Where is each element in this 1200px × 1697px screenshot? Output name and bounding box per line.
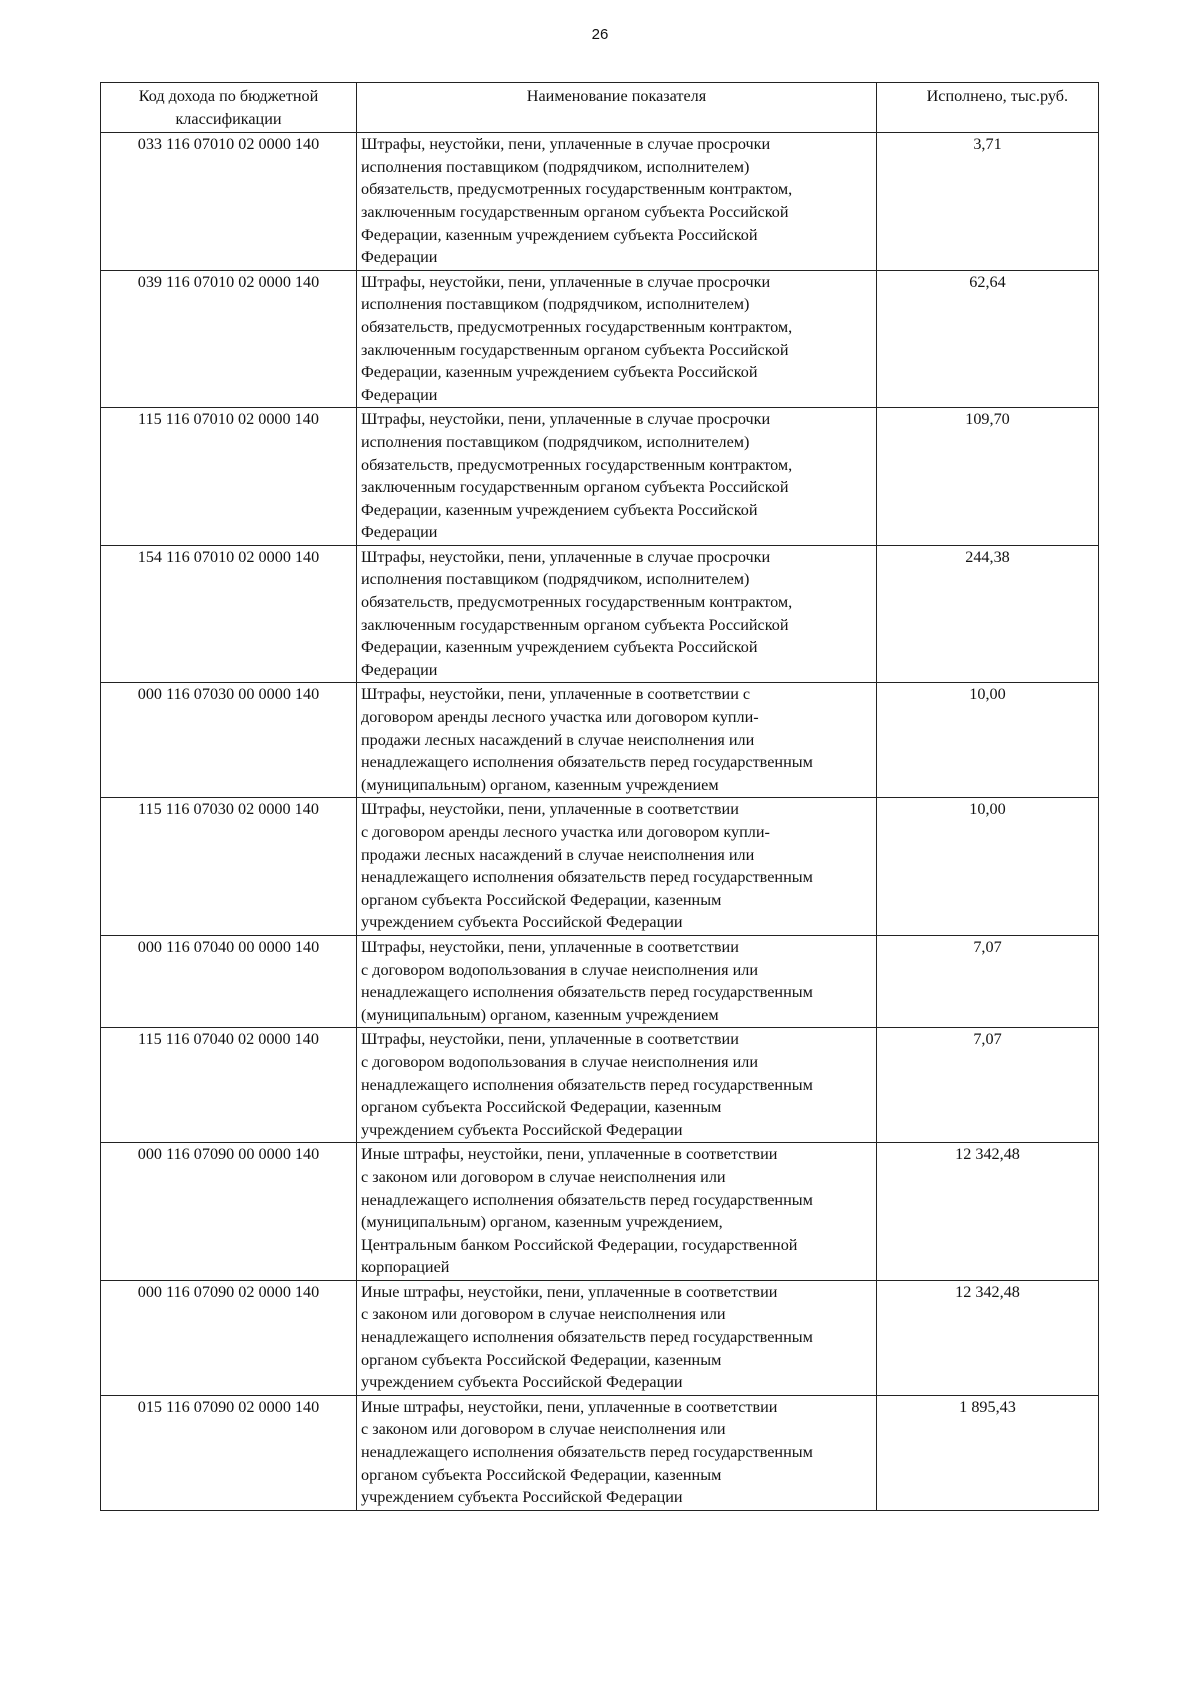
header-name: Наименование показателя	[357, 83, 877, 133]
indicator-name-line: (муниципальным) органом, казенным учреждением,	[361, 1213, 723, 1232]
indicator-name-line: с договором водопользования в случае неисполнения или	[361, 1052, 758, 1071]
table-row	[101, 935, 1099, 1027]
indicator-name-line: ненадлежащего исполнения обязательств перед государственным	[361, 1328, 813, 1347]
indicator-name-line: исполнения поставщиком (подрядчиком, исполнителем)	[361, 570, 750, 589]
indicator-name-line: Штрафы, неустойки, пени, уплаченные в соответствии с	[361, 685, 751, 704]
indicator-name-line: Иные штрафы, неустойки, пени, уплаченные в соответствии	[361, 1282, 778, 1301]
indicator-name-line: ненадлежащего исполнения обязательств перед государственным	[361, 1190, 813, 1209]
executed-amount-cell: 7,07	[877, 935, 1099, 1027]
executed-amount-cell: 10,00	[877, 798, 1099, 936]
indicator-name-line: Федерации	[361, 660, 438, 679]
indicator-name-line: (муниципальным) органом, казенным учреждением	[361, 1005, 719, 1024]
indicator-name-line: Иные штрафы, неустойки, пени, уплаченные в соответствии	[361, 1397, 778, 1416]
executed-amount-cell: 109,70	[877, 408, 1099, 546]
indicator-name-line: обязательств, предусмотренных государственным контрактом,	[361, 593, 793, 612]
indicator-name-line: Штрафы, неустойки, пени, уплаченные в соответствии	[361, 1030, 739, 1049]
indicator-name-line: продажи лесных насаждений в случае неисполнения или	[361, 845, 755, 864]
indicator-name-cell	[357, 1143, 877, 1281]
revenue-code-cell: 000 116 07090 02 0000 140	[101, 1280, 357, 1395]
indicator-name-line: ненадлежащего исполнения обязательств перед государственным	[361, 1075, 813, 1094]
indicator-name-line: ненадлежащего исполнения обязательств перед государственным	[361, 753, 813, 772]
table-row	[101, 1395, 1099, 1510]
indicator-name-cell	[357, 408, 877, 546]
indicator-name-line: Штрафы, неустойки, пени, уплаченные в соответствии	[361, 937, 739, 956]
executed-amount-cell: 244,38	[877, 545, 1099, 683]
indicator-name-line: заключенным государственным органом субъекта Российской	[361, 615, 789, 634]
indicator-name-line: заключенным государственным органом субъекта Российской	[361, 340, 789, 359]
revenue-table	[100, 82, 1099, 1511]
table-row	[101, 270, 1099, 408]
indicator-name-line: обязательств, предусмотренных государственным контрактом,	[361, 455, 793, 474]
indicator-name-line: Федерации	[361, 385, 438, 404]
indicator-name-line: Федерации, казенным учреждением субъекта Российской	[361, 500, 758, 519]
indicator-name-line: корпорацией	[361, 1258, 450, 1277]
indicator-name-line: Иные штрафы, неустойки, пени, уплаченные в соответствии	[361, 1145, 778, 1164]
indicator-name-cell	[357, 683, 877, 798]
table-row	[101, 408, 1099, 546]
revenue-code-cell: 000 116 07090 00 0000 140	[101, 1143, 357, 1281]
indicator-name-line: ненадлежащего исполнения обязательств перед государственным	[361, 1443, 813, 1462]
indicator-name-cell	[357, 798, 877, 936]
indicator-name-line: договором аренды лесного участка или договором купли-	[361, 708, 759, 727]
indicator-name-line: с договором водопользования в случае неисполнения или	[361, 960, 758, 979]
indicator-name-line: органом субъекта Российской Федерации, казенным	[361, 1465, 722, 1484]
header-code	[101, 83, 357, 133]
indicator-name-line: Федерации	[361, 248, 438, 267]
indicator-name-line: Штрафы, неустойки, пени, уплаченные в случае просрочки	[361, 410, 771, 429]
indicator-name-line: Штрафы, неустойки, пени, уплаченные в случае просрочки	[361, 547, 771, 566]
revenue-code-cell: 015 116 07090 02 0000 140	[101, 1395, 357, 1510]
indicator-name-line: органом субъекта Российской Федерации, казенным	[361, 890, 722, 909]
header-value: Исполнено, тыс.руб.	[877, 83, 1099, 133]
table-row	[101, 798, 1099, 936]
indicator-name-cell	[357, 545, 877, 683]
revenue-code-cell: 039 116 07010 02 0000 140	[101, 270, 357, 408]
indicator-name-line: ненадлежащего исполнения обязательств перед государственным	[361, 868, 813, 887]
indicator-name-line: Штрафы, неустойки, пени, уплаченные в случае просрочки	[361, 135, 771, 154]
table-body	[101, 133, 1099, 1511]
revenue-code-cell: 000 116 07030 00 0000 140	[101, 683, 357, 798]
revenue-code-cell: 154 116 07010 02 0000 140	[101, 545, 357, 683]
revenue-code-cell: 033 116 07010 02 0000 140	[101, 133, 357, 271]
indicator-name-line: Федерации	[361, 523, 438, 542]
table-header-row	[101, 83, 1099, 133]
revenue-code-cell: 115 116 07040 02 0000 140	[101, 1028, 357, 1143]
indicator-name-cell	[357, 1280, 877, 1395]
indicator-name-line: Федерации, казенным учреждением субъекта Российской	[361, 363, 758, 382]
indicator-name-cell	[357, 1395, 877, 1510]
revenue-code-cell: 115 116 07030 02 0000 140	[101, 798, 357, 936]
indicator-name-line: (муниципальным) органом, казенным учреждением	[361, 775, 719, 794]
indicator-name-line: учреждением субъекта Российской Федерации	[361, 1373, 683, 1392]
page-number: 26	[591, 26, 609, 43]
indicator-name-line: учреждением субъекта Российской Федерации	[361, 1488, 683, 1507]
indicator-name-line: органом субъекта Российской Федерации, казенным	[361, 1098, 722, 1117]
indicator-name-line: Центральным банком Российской Федерации, государственной	[361, 1235, 798, 1254]
indicator-name-cell	[357, 133, 877, 271]
executed-amount-cell: 7,07	[877, 1028, 1099, 1143]
table-row	[101, 133, 1099, 271]
executed-amount-cell: 1 895,43	[877, 1395, 1099, 1510]
indicator-name-line: Федерации, казенным учреждением субъекта Российской	[361, 225, 758, 244]
executed-amount-cell: 12 342,48	[877, 1143, 1099, 1281]
indicator-name-line: продажи лесных насаждений в случае неисполнения или	[361, 730, 755, 749]
indicator-name-line: исполнения поставщиком (подрядчиком, исполнителем)	[361, 157, 750, 176]
table-row	[101, 683, 1099, 798]
indicator-name-line: обязательств, предусмотренных государственным контрактом,	[361, 317, 793, 336]
table-row	[101, 1143, 1099, 1281]
indicator-name-line: с законом или договором в случае неисполнения или	[361, 1167, 726, 1186]
executed-amount-cell: 12 342,48	[877, 1280, 1099, 1395]
indicator-name-cell	[357, 270, 877, 408]
indicator-name-line: заключенным государственным органом субъекта Российской	[361, 478, 789, 497]
indicator-name-cell	[357, 935, 877, 1027]
indicator-name-line: Федерации, казенным учреждением субъекта Российской	[361, 638, 758, 657]
table-row	[101, 1028, 1099, 1143]
table-row	[101, 1280, 1099, 1395]
header-code-line: классификации	[175, 109, 282, 128]
indicator-name-line: исполнения поставщиком (подрядчиком, исполнителем)	[361, 432, 750, 451]
indicator-name-line: ненадлежащего исполнения обязательств перед государственным	[361, 983, 813, 1002]
executed-amount-cell: 3,71	[877, 133, 1099, 271]
indicator-name-line: Штрафы, неустойки, пени, уплаченные в соответствии	[361, 800, 739, 819]
indicator-name-line: учреждением субъекта Российской Федерации	[361, 913, 683, 932]
indicator-name-line: заключенным государственным органом субъекта Российской	[361, 202, 789, 221]
executed-amount-cell: 10,00	[877, 683, 1099, 798]
indicator-name-line: исполнения поставщиком (подрядчиком, исполнителем)	[361, 295, 750, 314]
indicator-name-line: с законом или договором в случае неисполнения или	[361, 1420, 726, 1439]
indicator-name-line: органом субъекта Российской Федерации, казенным	[361, 1350, 722, 1369]
executed-amount-cell: 62,64	[877, 270, 1099, 408]
indicator-name-line: с законом или договором в случае неисполнения или	[361, 1305, 726, 1324]
revenue-code-cell: 115 116 07010 02 0000 140	[101, 408, 357, 546]
indicator-name-line: учреждением субъекта Российской Федерации	[361, 1120, 683, 1139]
indicator-name-line: обязательств, предусмотренных государственным контрактом,	[361, 180, 793, 199]
indicator-name-line: Штрафы, неустойки, пени, уплаченные в случае просрочки	[361, 272, 771, 291]
indicator-name-line: с договором аренды лесного участка или договором купли-	[361, 823, 770, 841]
table-row	[101, 545, 1099, 683]
indicator-name-cell	[357, 1028, 877, 1143]
header-code-line: Код дохода по бюджетной	[138, 87, 319, 105]
revenue-code-cell: 000 116 07040 00 0000 140	[101, 935, 357, 1027]
